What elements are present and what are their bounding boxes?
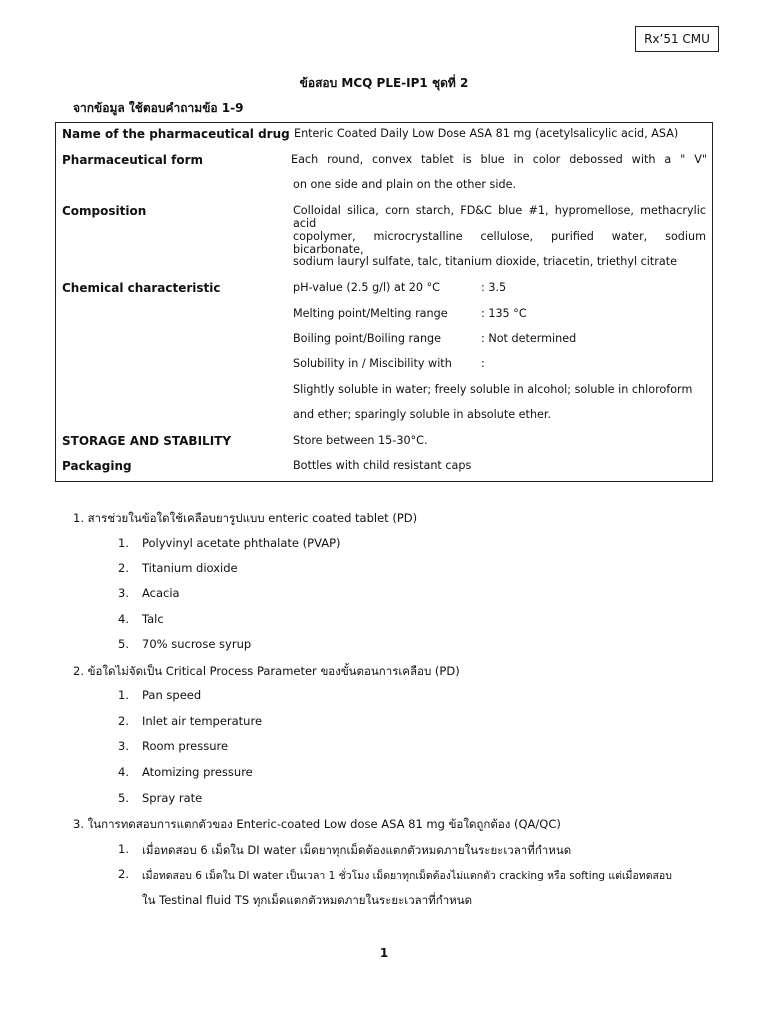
row-value-form-line-2: on one side and plain on the other side. xyxy=(293,178,517,191)
instruction-subtitle: จากข้อมูล ใช้ตอบคำถามข้อ 1-9 xyxy=(73,101,244,115)
q2-option-1-number: 1. xyxy=(118,688,129,702)
q1-option-4-number: 4. xyxy=(118,612,129,626)
question-3: 3. ในการทดสอบการแตกตัวของ Enteric-coated Low dose ASA 81 mg ข้อใดถูกต้อง (QA/QC) xyxy=(73,817,561,831)
q3-option-2-number: 2. xyxy=(118,867,129,881)
q2-option-2[interactable]: Inlet air temperature xyxy=(142,714,263,728)
prop-value-solubility: : xyxy=(481,357,485,370)
row-label-pharmaceutical-form: Pharmaceutical form xyxy=(62,153,203,167)
row-label-storage: STORAGE AND STABILITY xyxy=(62,434,232,448)
prop-value-boiling: : Not determined xyxy=(481,332,577,345)
q1-option-4[interactable]: Talc xyxy=(142,612,164,626)
q1-option-5-number: 5. xyxy=(118,637,129,651)
q3-option-2[interactable]: เมื่อทดสอบ 6 เม็ดใน DI water เป็นเวลา 1 ชั่วโมง เม็ดยาทุกเม็ดต้องไม่แตกตัว cracking หรือ softing แต่เมื่อทดสอบ xyxy=(142,870,672,882)
header-badge: Rx’51 CMU xyxy=(635,26,719,52)
prop-name-solubility: Solubility in / Miscibility with xyxy=(293,357,452,370)
row-value-composition-line-3: sodium lauryl sulfate, talc, titanium dioxide, triacetin, triethyl citrate xyxy=(293,255,677,268)
prop-name-melting: Melting point/Melting range xyxy=(293,307,448,320)
q2-option-4[interactable]: Atomizing pressure xyxy=(142,765,253,779)
row-label-composition: Composition xyxy=(62,204,147,218)
row-value-storage: Store between 15-30°C. xyxy=(293,434,428,447)
row-value-packaging: Bottles with child resistant caps xyxy=(293,459,472,472)
q2-option-2-number: 2. xyxy=(118,714,129,728)
row-label-chemical-characteristic: Chemical characteristic xyxy=(62,281,221,295)
q1-option-1[interactable]: Polyvinyl acetate phthalate (PVAP) xyxy=(142,536,341,550)
q2-option-1[interactable]: Pan speed xyxy=(142,688,202,702)
row-value-composition-line-2: copolymer, microcrystalline cellulose, purified water, sodium bicarbonate, xyxy=(293,230,706,256)
q3-option-1[interactable]: เมื่อทดสอบ 6 เม็ดใน DI water เม็ดยาทุกเม็ดต้องแตกตัวหมดภายในระยะเวลาที่กำหนด xyxy=(142,843,572,857)
question-2: 2. ข้อใดไม่จัดเป็น Critical Process Parameter ของขั้นตอนการเคลือบ (PD) xyxy=(73,664,460,678)
q2-option-3-number: 3. xyxy=(118,739,129,753)
row-value-drug-name: Enteric Coated Daily Low Dose ASA 81 mg (acetylsalicylic acid, ASA) xyxy=(294,127,679,140)
q3-option-2-continuation: ใน Testinal fluid TS ทุกเม็ดแตกตัวหมดภายในระยะเวลาที่กำหนด xyxy=(142,893,473,907)
drug-info-table xyxy=(55,122,713,482)
q1-option-2-number: 2. xyxy=(118,561,129,575)
q1-option-2[interactable]: Titanium dioxide xyxy=(142,561,238,575)
q1-option-1-number: 1. xyxy=(118,536,129,550)
row-value-solubility-line-2: and ether; sparingly soluble in absolute ether. xyxy=(293,408,552,421)
prop-name-ph: pH-value (2.5 g/l) at 20 °C xyxy=(293,281,440,294)
q1-option-5[interactable]: 70% sucrose syrup xyxy=(142,637,252,651)
q1-option-3[interactable]: Acacia xyxy=(142,586,180,600)
question-1: 1. สารช่วยในข้อใดใช้เคลือบยารูปแบบ enteric coated tablet (PD) xyxy=(73,511,418,525)
q1-option-3-number: 3. xyxy=(118,586,129,600)
row-value-composition-line-1: Colloidal silica, corn starch, FD&C blue #1, hypromellose, methacrylic acid xyxy=(293,204,706,230)
q2-option-5-number: 5. xyxy=(118,791,129,805)
row-label-packaging: Packaging xyxy=(62,459,132,473)
prop-value-melting: : 135 °C xyxy=(481,307,527,320)
row-value-form-line-1: Each round, convex tablet is blue in color debossed with a " V" xyxy=(291,153,707,166)
q3-option-1-number: 1. xyxy=(118,842,129,856)
prop-value-ph: : 3.5 xyxy=(481,281,507,294)
page-title: ข้อสอบ MCQ PLE-IP1 ชุดที่ 2 xyxy=(299,76,469,90)
page-number: 1 xyxy=(379,946,389,960)
prop-name-boiling: Boiling point/Boiling range xyxy=(293,332,442,345)
row-label-drug-name: Name of the pharmaceutical drug xyxy=(62,127,290,141)
q2-option-3[interactable]: Room pressure xyxy=(142,739,229,753)
q2-option-5[interactable]: Spray rate xyxy=(142,791,203,805)
q2-option-4-number: 4. xyxy=(118,765,129,779)
row-value-solubility-line-1: Slightly soluble in water; freely soluble in alcohol; soluble in chloroform xyxy=(293,383,693,396)
